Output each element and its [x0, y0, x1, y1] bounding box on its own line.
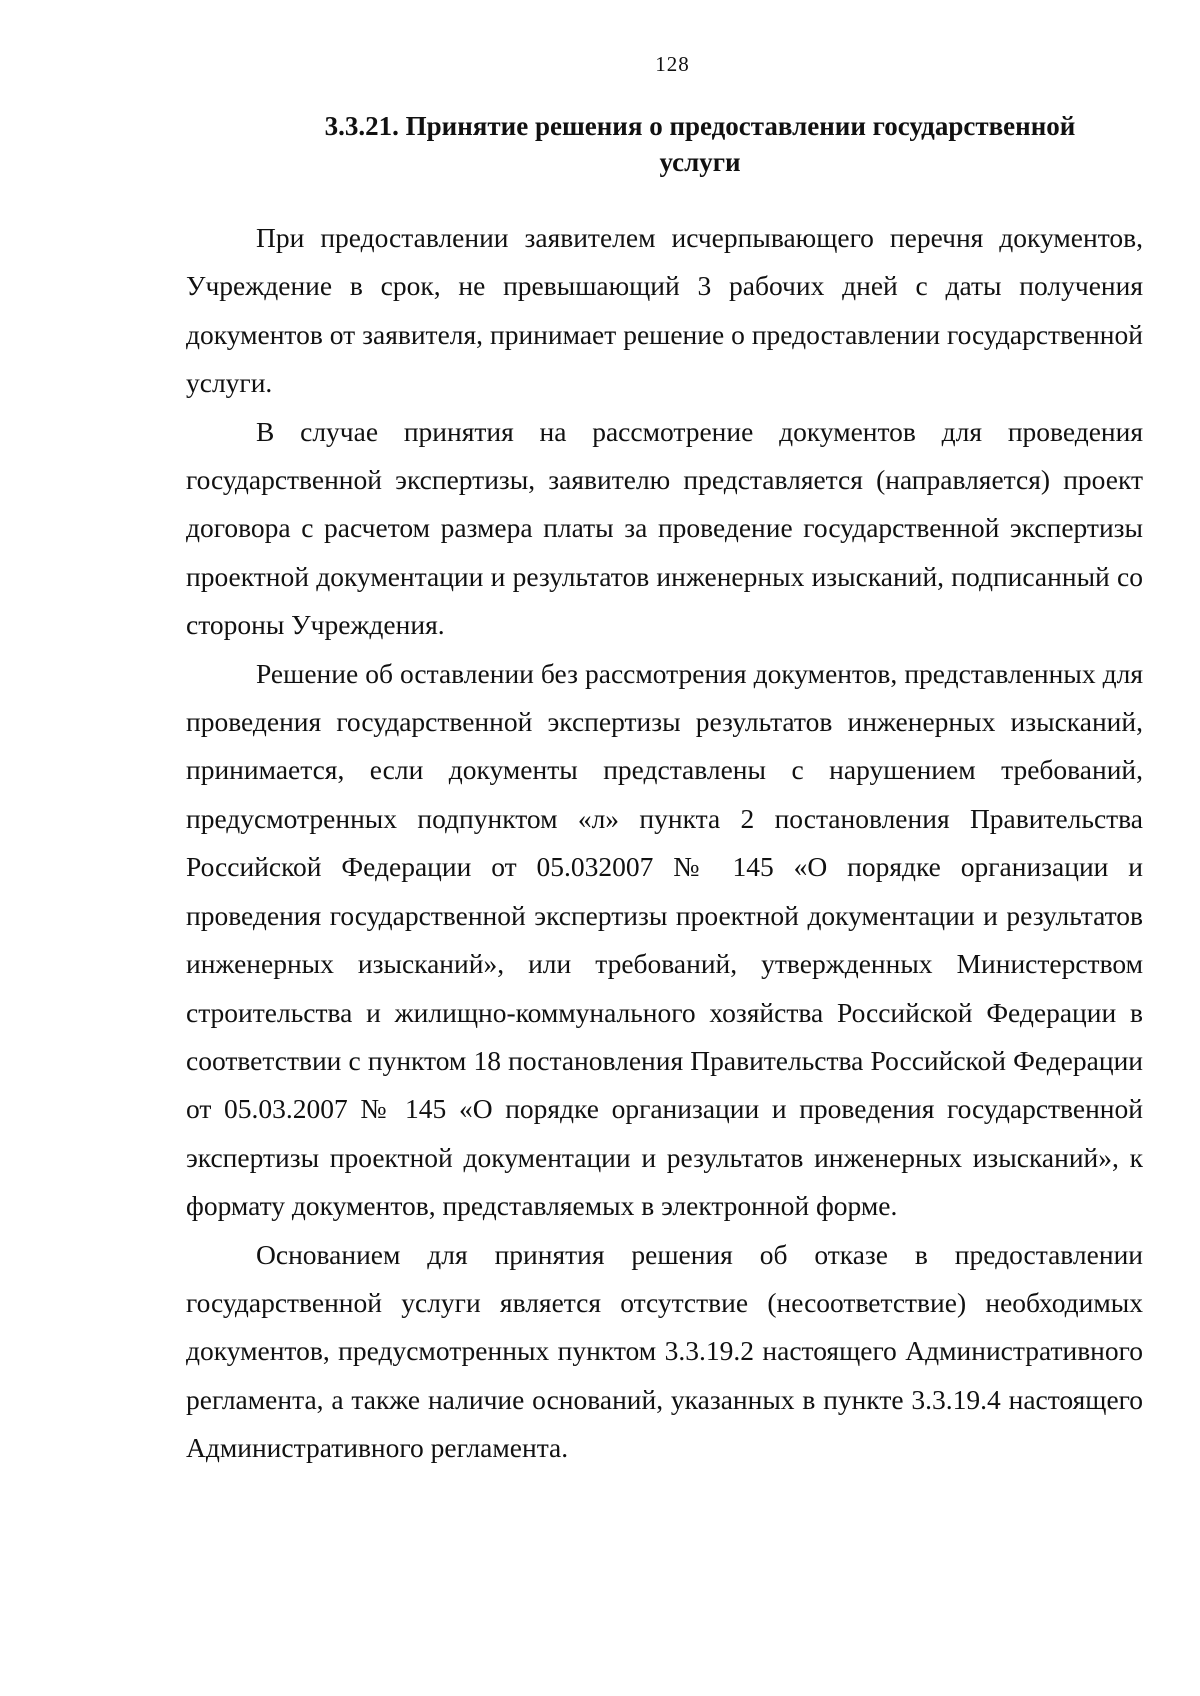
paragraph-refusal-grounds: Основанием для принятия решения об отказе в предоставлении государственной услуги является отсутствие (несоответствие) необходимых документов, предусмотренных пунктом 3.3.19.2 настоящего Административного регламента, а также наличие оснований, указанных в пункте 3.3.19.4 настоящего Административного регламента. [186, 1238, 1143, 1464]
section-heading [270, 108, 1130, 180]
paragraph-rejection-without-review: Решение об оставлении без рассмотрения документов, представленных для проведения государственной экспертизы результатов инженерных изысканий, принимается, если документы представлены с нарушением требований, предусмотренных подпунктом «л» пункта 2 постановления Правительства Российской Федерации от 05.032007 № 145 «О порядке организации и проведения государственной экспертизы проектной документации и результатов инженерных изысканий», или требований, утвержденных Министерством строительства и жилищно-коммунального хозяйства Российской Федерации в соответствии с пунктом 18 постановления Правительства Российской Федерации от 05.03.2007 № 145 «О порядке организации и проведения государственной экспертизы проектной документации и результатов инженерных изысканий», к формату документов, представляемых в электронной форме. [186, 657, 1143, 1222]
section-heading-line-1: 3.3.21. Принятие решения о предоставлении государственной [324, 111, 1076, 141]
paragraph-application-decision: При предоставлении заявителем исчерпывающего перечня документов, Учреждение в срок, не превышающий 3 рабочих дней с даты получения документов от заявителя, принимает решение о предоставлении государственной услуги. [186, 222, 1143, 399]
page-number: 128 [655, 52, 690, 76]
body-text [186, 214, 1143, 1473]
section-heading-line-2: услуги [659, 147, 741, 177]
paragraph-contract-draft: В случае принятия на рассмотрение документов для проведения государственной экспертизы, заявителю представляется (направляется) проект договора с расчетом размера платы за проведение государственной экспертизы проектной документации и результатов инженерных изысканий, подписанный со стороны Учреждения. [186, 415, 1143, 641]
